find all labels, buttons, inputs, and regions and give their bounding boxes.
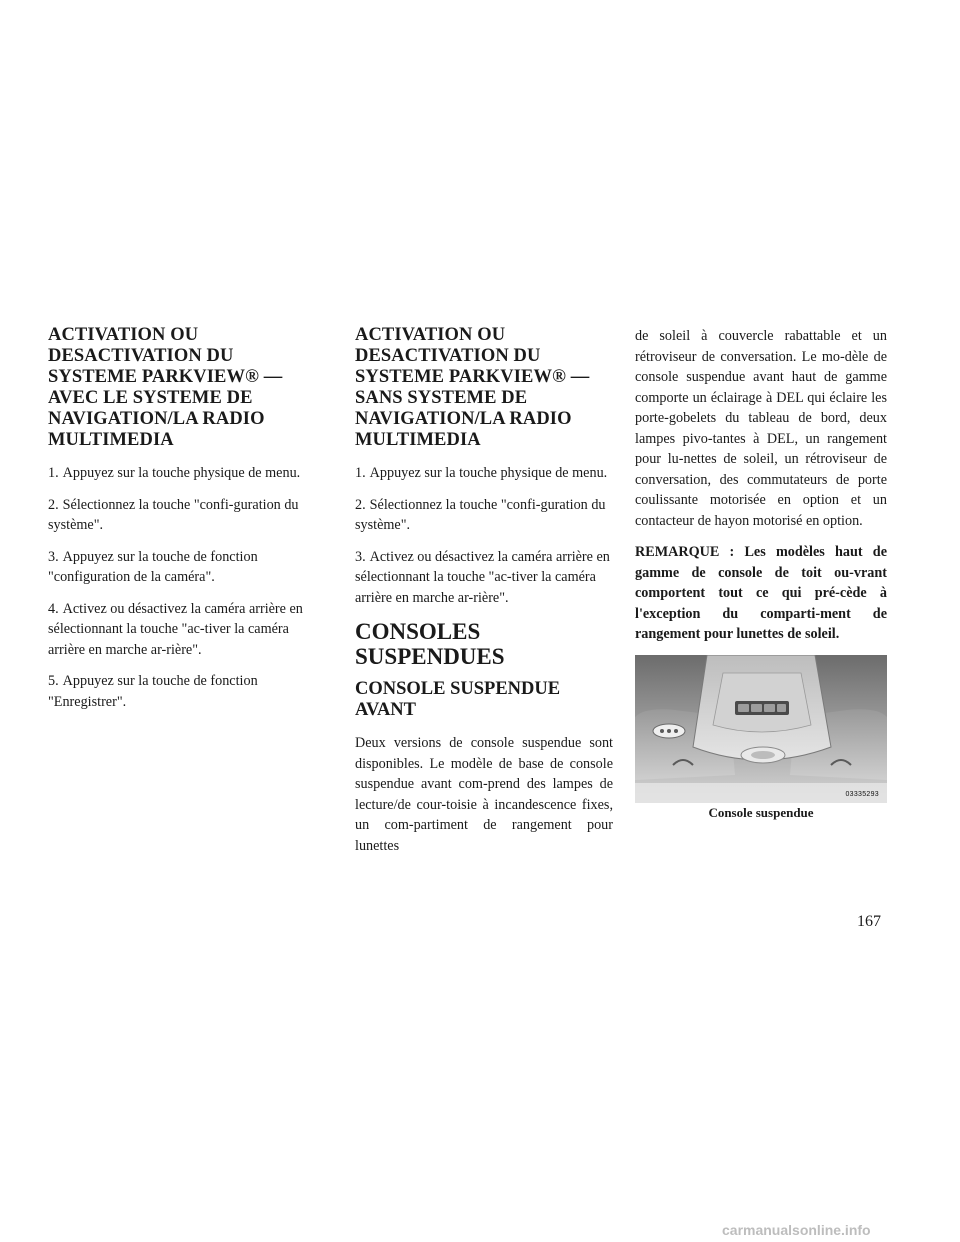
step-5: 5. Appuyez sur la touche de fonction "Enregistrer". [48,673,258,710]
section-heading-without-navigation: ACTIVATION OU DESACTIVATION DU SYSTEME PARKVIEW® — SANS SYSTEME DE NAVIGATION/LA RADIO MULTIMEDIA [355,325,590,450]
step-2: 2. Sélectionnez la touche "confi-guration du système". [48,496,299,533]
step-1: 1. Appuyez sur la touche physique de menu. [355,465,608,481]
watermark: carmanualsonline.info [722,1222,871,1238]
note-paragraph: REMARQUE : Les modèles haut de gamme de console de toit ou-vrant comportent tout ce qui pré-cède à l'exception du comparti-ment de rangement pour lunettes de soleil. [635,544,887,642]
right-column [635,326,887,821]
step-4: 4. Activez ou désactivez la caméra arrière en sélectionnant la touche "ac-tiver la caméra arrière en marche ar-rière". [48,600,303,658]
consoles-section-title: CONSOLES SUSPENDUES [355,619,505,669]
overhead-console-illustration [635,655,887,803]
figure-code: 03335293 [845,790,879,798]
page-number: 167 [857,913,881,930]
step-2: 2. Sélectionnez la touche "confi-guration du système". [355,496,606,533]
overhead-console-photo [635,655,887,803]
step-3: 3. Activez ou désactivez la caméra arrière en sélectionnant la touche "ac-tiver la caméra arrière en marche ar-rière". [355,548,610,606]
step-3: 3. Appuyez sur la touche de fonction "configuration de la caméra". [48,548,258,585]
console-description-part2: de soleil à couvercle rabattable et un rétroviseur de conversation. Le mo-dèle de console suspendue avant haut de gamme comporte un éclairage à DEL qui éclaire les porte-gobelets du tableau de bord, deux lampes pivo-tantes à DEL, un rangement pour lu-nettes de soleil, un rétroviseur de conversation, des commutateurs de porte coulissante motorisée en option et un contacteur de hayon motorisé en option. [635,328,887,529]
front-console-subheading: CONSOLE SUSPENDUE AVANT [355,679,561,720]
middle-column [355,325,613,867]
step-1: 1. Appuyez sur la touche physique de menu. [48,465,301,481]
figure-caption: Console suspendue [708,804,814,820]
console-description-part1: Deux versions de console suspendue sont disponibles. Le modèle de base de console suspendue avant com-prend des lampes de lecture/de cour-toisie à incandescence fixes, un com-partiment de rangement pour lunettes [355,735,613,854]
section-heading-with-navigation: ACTIVATION OU DESACTIVATION DU SYSTEME PARKVIEW® — AVEC LE SYSTEME DE NAVIGATION/LA RADIO MULTIMEDIA [48,325,283,450]
left-column [48,325,306,723]
